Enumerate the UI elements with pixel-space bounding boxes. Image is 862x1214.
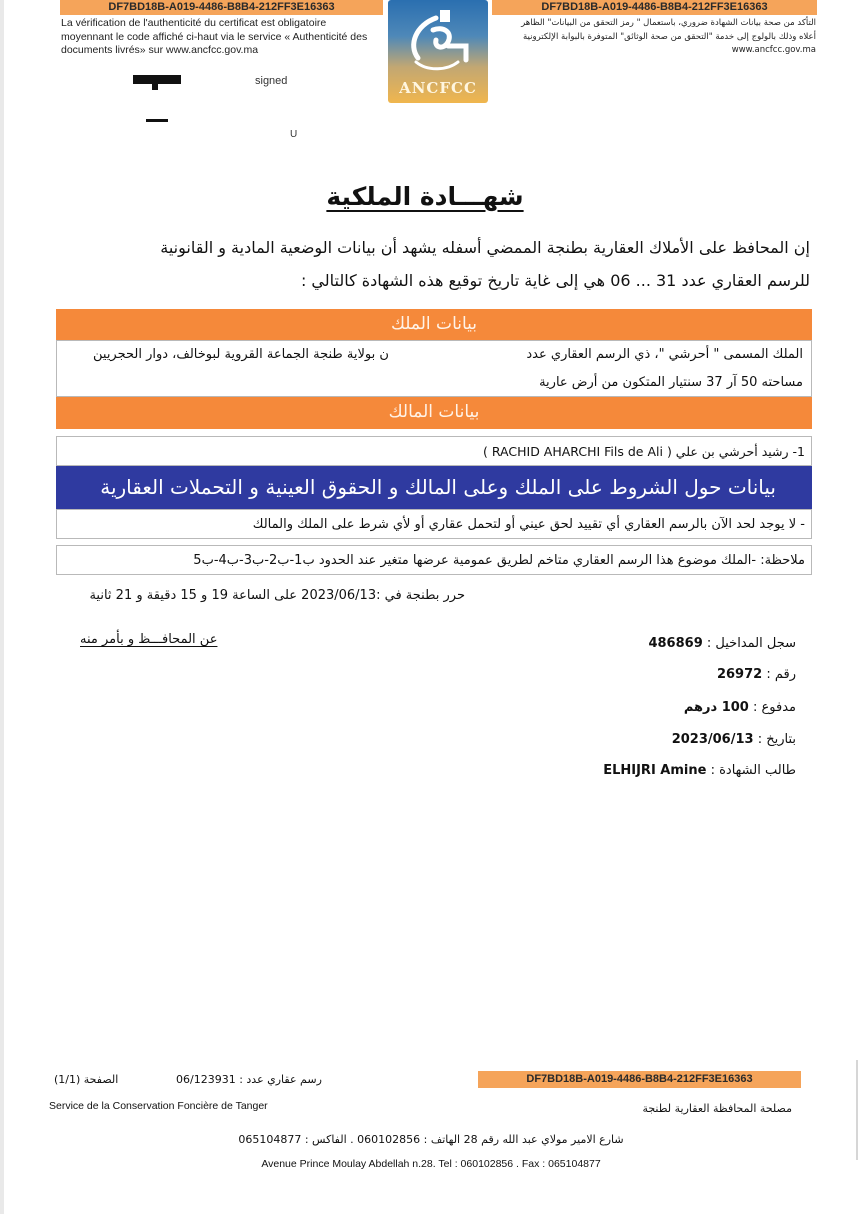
owner-line: 1- رشيد أحرشي بن علي ( RACHID AHARCHI Fils de Ali ) [483,444,805,459]
meta-value: ELHIJRI Amine [603,763,707,778]
verification-code-top-left: DF7BD18B-A019-4486-B8B4-212FF3E16363 [60,0,383,15]
remark-box [56,545,812,575]
owner-details-box [56,436,812,466]
footer-address-ar: شارع الامير مولاي عبد الله رقم 28 الهاتف : 060102856 . الفاكس : 065104877 [238,1133,624,1146]
meta-value: 486869 [648,636,703,651]
redaction-mark [133,75,181,84]
redaction-mark [146,119,168,122]
intro-line-2: للرسم العقاري عدد 31 ... 06 هي إلى غاية تاريخ توقيع هذه الشهادة كالتالي : [300,271,810,290]
logo-text: ANCFCC [399,79,477,97]
footer-page-number: الصفحة (1/1) [54,1073,119,1086]
property-line-1-start: الملك المسمى " أحرشي "، ذي الرسم العقاري عدد [526,347,803,362]
rights-section-heading: بيانات حول الشروط على الملك وعلى المالك و الحقوق العينية و التحملات العقارية [56,466,812,510]
meta-label: بتاريخ : [757,732,796,747]
signature-line: عن المحافـــظ و بأمر منه [80,632,218,647]
property-line-1-end: ن بولاية طنجة الجماعة القروية لبوخالف، دوار الحجريين [93,347,389,362]
meta-label: مدفوع : [753,700,796,715]
meta-paid [684,700,796,715]
property-details-box [56,340,812,397]
rights-line: - لا يوجد لحد الآن بالرسم العقاري أي تقييد لحق عيني أو لتحمل عقاري أو لأي شرط على الملك والمالك [252,517,805,532]
meta-value: 26972 [716,667,763,682]
meta-value: 100 درهم [683,700,749,715]
meta-date [672,732,796,747]
remark-line: ملاحظة: -الملك موضوع هذا الرسم العقاري متاخم لطريق عمومية عرضها متغير عند الحدود ب1-ب2-ب3-ب4-ب5 [193,553,805,568]
verification-note-fr: La vérification de l'authenticité du certificat est obligatoire moyennant le code affiché ci-haut via le service « Authenticité des documents livrés» sur www.ancfcc.gov.ma [61,17,368,56]
ancfcc-logo-icon [388,0,488,80]
meta-revenue-register [648,636,796,651]
meta-applicant [603,763,796,778]
footer-address-fr: Avenue Prince Moulay Abdellah n.28. Tel : 060102856 . Fax : 065104877 [261,1158,601,1170]
owner-section-heading: بيانات المالك [56,397,812,429]
verification-code-top-right: DF7BD18B-A019-4486-B8B4-212FF3E16363 [492,0,817,15]
verification-note-ar: التأكد من صحة بيانات الشهادة ضروري، باستعمال " رمز التحقق من البيانات" الظاهر أعلاه وذلك بالولوج إلى خدمة "التحقق من صحة الوثائق" المتوفرة بالبوابة الإلكترونية www.ancfcc.gov.ma [521,18,816,55]
property-section-heading: بيانات الملك [56,309,812,341]
document-title: شهـــادة الملكية [326,182,524,211]
redaction-mark [152,84,158,90]
intro-line-1: إن المحافظ على الأملاك العقارية بطنجة الممضي أسفله يشهد أن بيانات الوضعية المادية و القانونية [160,238,810,257]
rights-details-box [56,509,812,539]
property-line-2: مساحته 50 آر 37 سنتيار المتكون من أرض عارية [539,375,803,390]
page-edge [0,0,4,1214]
meta-number [717,667,796,682]
scan-edge [856,1060,858,1160]
footer-title-number: رسم عقاري عدد : 06/123931 [176,1073,322,1086]
meta-label: رقم : [766,667,796,682]
meta-value: 2023/06/13 [671,732,754,747]
ancfcc-logo [388,0,488,103]
footer-service-ar: مصلحة المحافظة العقارية لطنجة [642,1102,792,1115]
meta-label: طالب الشهادة : [710,763,796,778]
verification-code-footer: DF7BD18B-A019-4486-B8B4-212FF3E16363 [478,1071,801,1088]
meta-label: سجل المداخيل : [706,636,796,651]
footer-service-fr: Service de la Conservation Foncière de Tanger [49,1100,268,1112]
signed-fragment: signed [255,75,288,87]
u-fragment: U [290,129,298,140]
issued-at-line: حرر بطنجة في :2023/06/13 على الساعة 19 و 15 دقيقة و 21 ثانية [89,588,465,603]
